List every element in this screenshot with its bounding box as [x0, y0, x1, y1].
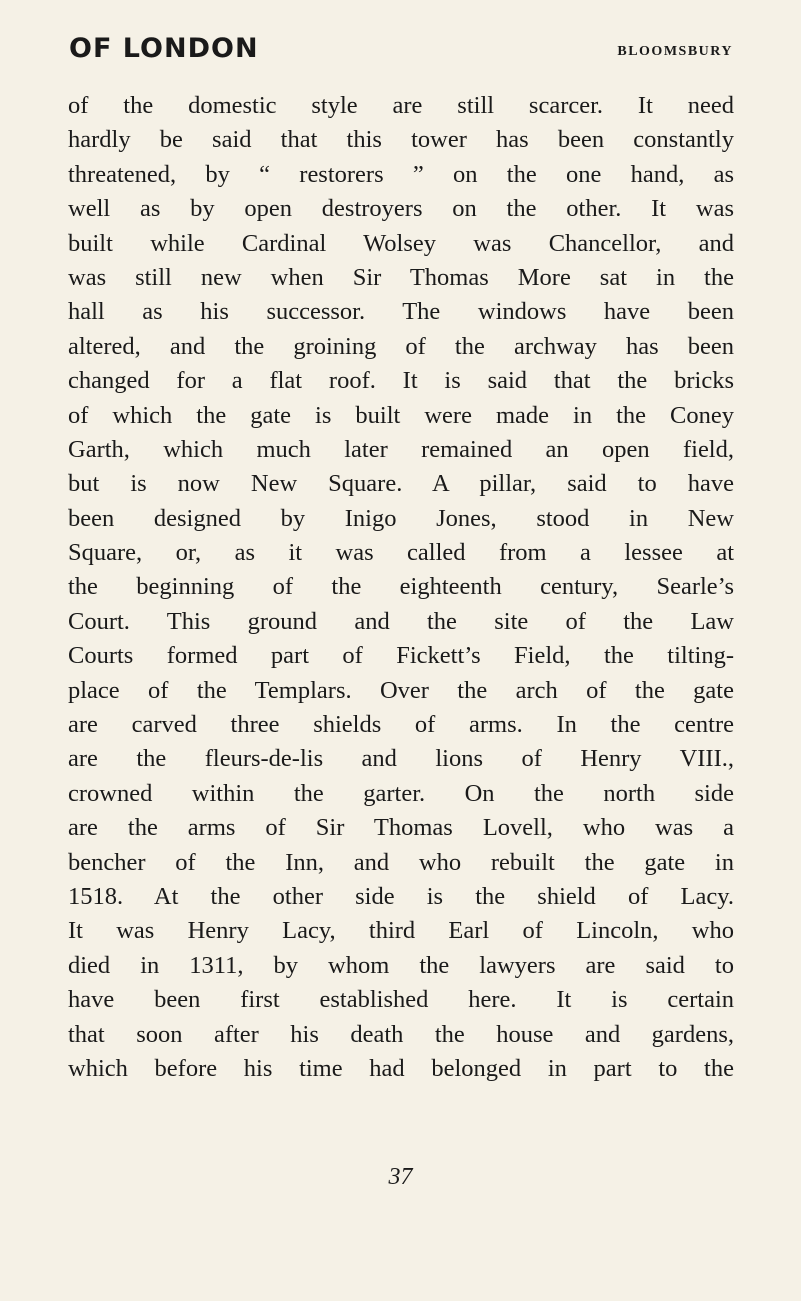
text-line: changed for a flat roof. It is said that the bricks [68, 367, 734, 395]
text-line: built while Cardinal Wolsey was Chancellor, and [68, 229, 734, 257]
text-line: of the domestic style are still scarcer. It need [68, 92, 734, 119]
text-line: 1518. At the other side is the shield of Lacy. [68, 882, 734, 910]
text-line: altered, and the groining of the archway has been [68, 332, 734, 360]
body-text [68, 89, 734, 1086]
text-line: Square, or, as it was called from a lessee at [68, 539, 734, 567]
text-line: are the arms of Sir Thomas Lovell, who was a [68, 814, 734, 842]
text-line: of which the gate is built were made in the Coney [68, 401, 734, 429]
text-line: Courts formed part of Fickett’s Field, the tilting- [68, 642, 734, 670]
text-line: crowned within the garter. On the north side [68, 779, 734, 807]
text-line: died in 1311, by whom the lawyers are said to [68, 951, 734, 979]
text-line: threatened, by “ restorers ” on the one hand, as [68, 160, 734, 188]
text-line: Court. This ground and the site of the Law [68, 607, 734, 635]
text-line: are carved three shields of arms. In the centre [68, 711, 734, 739]
page-number: 37 [388, 1164, 413, 1190]
text-line: It was Henry Lacy, third Earl of Lincoln, who [68, 917, 734, 945]
text-line: bencher of the Inn, and who rebuilt the gate in [68, 848, 734, 876]
text-line: well as by open destroyers on the other. It was [68, 195, 734, 223]
text-line: are the fleurs-de-lis and lions of Henry VIII., [68, 745, 734, 773]
text-line: Garth, which much later remained an open field, [68, 435, 734, 463]
running-header [68, 34, 733, 74]
text-line: that soon after his death the house and gardens, [68, 1020, 734, 1048]
text-line: hall as his successor. The windows have been [68, 298, 734, 326]
text-line: place of the Templars. Over the arch of the gate [68, 676, 734, 704]
text-line: which before his time had belonged in part to the [68, 1054, 734, 1082]
text-line: the beginning of the eighteenth century, Searle’s [68, 573, 734, 601]
text-line: was still new when Sir Thomas More sat in the [68, 263, 734, 291]
text-line: have been first established here. It is certain [68, 986, 734, 1014]
running-title: OF LONDON [69, 33, 259, 64]
section-title: BLOOMSBURY [617, 44, 733, 59]
text-line: hardly be said that this tower has been constantly [68, 126, 734, 154]
text-line: been designed by Inigo Jones, stood in New [68, 504, 734, 532]
text-line: but is now New Square. A pillar, said to have [68, 470, 734, 498]
